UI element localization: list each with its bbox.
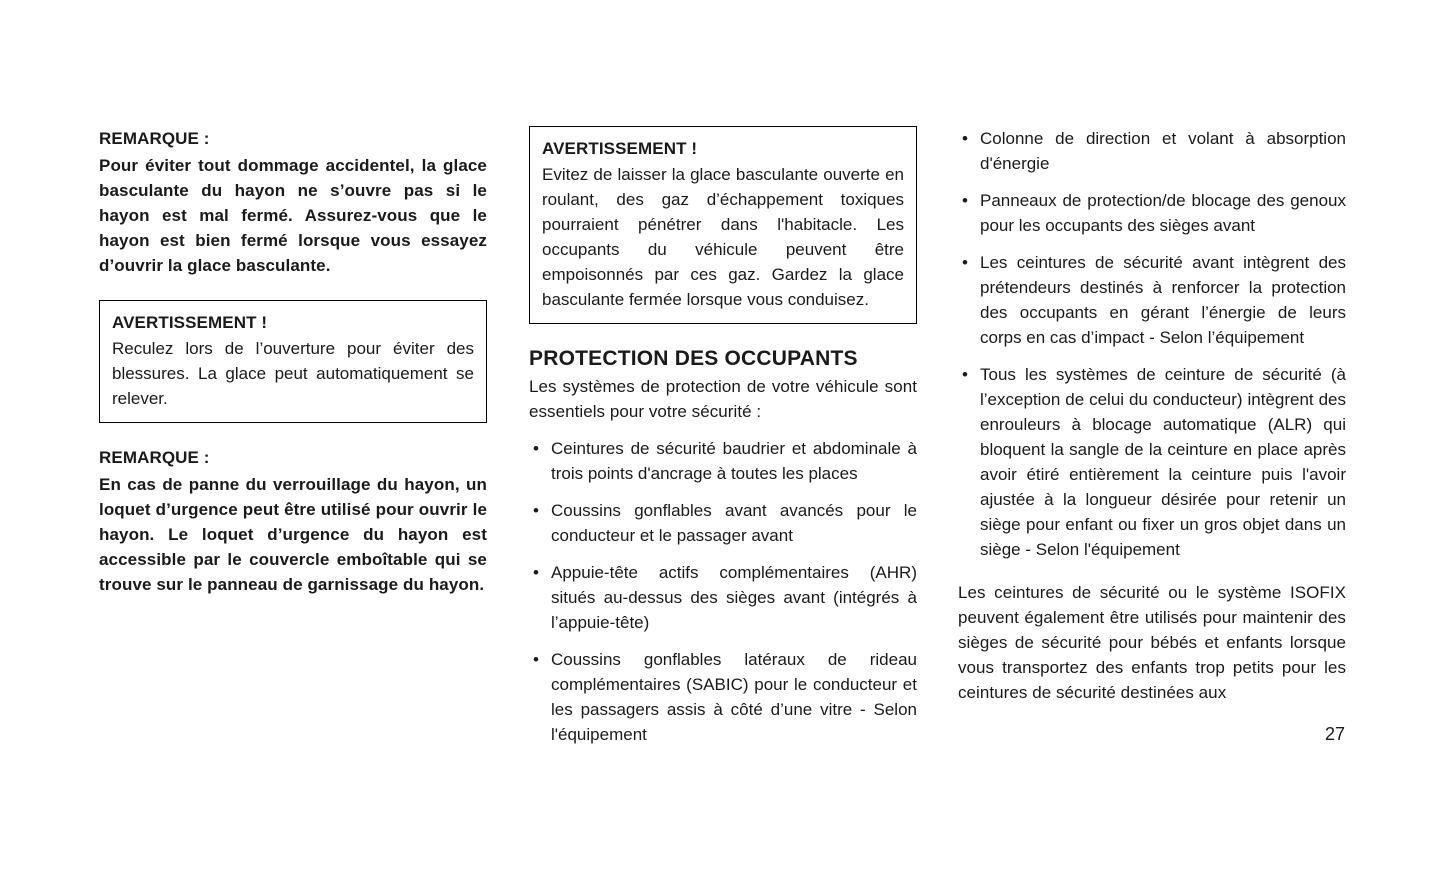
section-intro: Les systèmes de protection de votre véhicule sont essentiels pour votre sécurité : bbox=[529, 377, 917, 421]
list-item bbox=[958, 188, 1346, 238]
closing-paragraph: Les ceintures de sécurité ou le système ISOFIX peuvent également être utilisés pour maintenir des sièges de sécurité pour bébés et enfants lorsque vous transportez des enfants trop petits pour les ceintures de sécurité destinées aux bbox=[958, 583, 1346, 702]
spacer bbox=[958, 562, 1346, 580]
list-item-text: Coussins gonflables latéraux de rideau complémentaires (SABIC) pour le conducteur et les passagers assis à côté d’une vitre - Selon l'équipement bbox=[551, 650, 917, 744]
list-item-text: Tous les systèmes de ceinture de sécurité (à l’exception de celui du conducteur) intègrent des enrouleurs à blocage automatique (ALR) qui bloquent la sangle de la ceinture en place après avoir étiré entièrement la ceinture puis l'avoir ajustée à la longueur désirée pour retenir un siège pour enfant ou fixer un gros objet dans un siège - Selon l'équipement bbox=[980, 365, 1346, 559]
column-left bbox=[99, 126, 487, 597]
warning-text: Evitez de laisser la glace basculante ouverte en roulant, des gaz d’échappement toxiques pourraient pénétrer dans l'habitacle. Les occupants du véhicule peuvent être empoisonnés par ces gaz. Gardez la glace basculante fermée lorsque vous conduisez. bbox=[542, 165, 904, 309]
bullet-icon: • bbox=[962, 253, 968, 272]
note-text-1: Pour éviter tout dommage accidentel, la glace basculante du hayon ne s’ouvre pas si le hayon est mal fermé. Assurez-vous que le hayon est bien fermé lorsque vous essayez d’ouvrir la glace basculante. bbox=[99, 156, 487, 275]
warning-title: AVERTISSEMENT ! bbox=[542, 139, 698, 158]
bullet-icon: • bbox=[533, 501, 539, 520]
feature-list-middle bbox=[529, 436, 917, 747]
bullet-icon: • bbox=[962, 129, 968, 148]
bullet-icon: • bbox=[962, 191, 968, 210]
list-item bbox=[529, 647, 917, 747]
note-label-1: REMARQUE : bbox=[99, 129, 210, 148]
spacer bbox=[99, 423, 487, 445]
spacer bbox=[529, 324, 917, 346]
list-item bbox=[958, 250, 1346, 350]
warning-title: AVERTISSEMENT ! bbox=[112, 313, 268, 332]
list-item bbox=[529, 560, 917, 635]
warning-text: Reculez lors de l’ouverture pour éviter des blessures. La glace peut automatiquement se relever. bbox=[112, 339, 474, 408]
list-item bbox=[958, 126, 1346, 176]
feature-list-right bbox=[958, 126, 1346, 562]
bullet-icon: • bbox=[533, 439, 539, 458]
section-heading: PROTECTION DES OCCUPANTS bbox=[529, 347, 858, 370]
bullet-icon: • bbox=[533, 650, 539, 669]
list-item-text: Coussins gonflables avant avancés pour le conducteur et le passager avant bbox=[551, 501, 917, 545]
spacer bbox=[99, 278, 487, 300]
warning-box-left bbox=[99, 300, 487, 423]
list-item-text: Appuie-tête actifs complémentaires (AHR) situés au-dessus des sièges avant (intégrés à l’appuie-tête) bbox=[551, 563, 917, 632]
bullet-icon: • bbox=[962, 365, 968, 384]
column-middle bbox=[529, 126, 917, 747]
list-item bbox=[529, 436, 917, 486]
note-label-2: REMARQUE : bbox=[99, 448, 210, 467]
note-text-2: En cas de panne du verrouillage du hayon, un loquet d’urgence peut être utilisé pour ouvrir le hayon. Le loquet d’urgence du hayon est accessible par le couvercle emboîtable qui se trouve sur le panneau de garnissage du hayon. bbox=[99, 475, 487, 594]
list-item bbox=[958, 362, 1346, 562]
column-right bbox=[958, 126, 1346, 705]
warning-box-middle bbox=[529, 126, 917, 324]
list-item-text: Panneaux de protection/de blocage des genoux pour les occupants des sièges avant bbox=[980, 191, 1346, 235]
list-item-text: Ceintures de sécurité baudrier et abdominale à trois points d'ancrage à toutes les places bbox=[551, 439, 917, 483]
bullet-icon: • bbox=[533, 563, 539, 582]
page-number: 27 bbox=[1324, 724, 1345, 744]
list-item bbox=[529, 498, 917, 548]
list-item-text: Les ceintures de sécurité avant intègrent des prétendeurs destinés à renforcer la protection des occupants en gérant l’énergie de leurs corps en cas d’impact - Selon l’équipement bbox=[980, 253, 1346, 347]
spacer bbox=[529, 424, 917, 436]
list-item-text: Colonne de direction et volant à absorption d'énergie bbox=[980, 129, 1346, 173]
